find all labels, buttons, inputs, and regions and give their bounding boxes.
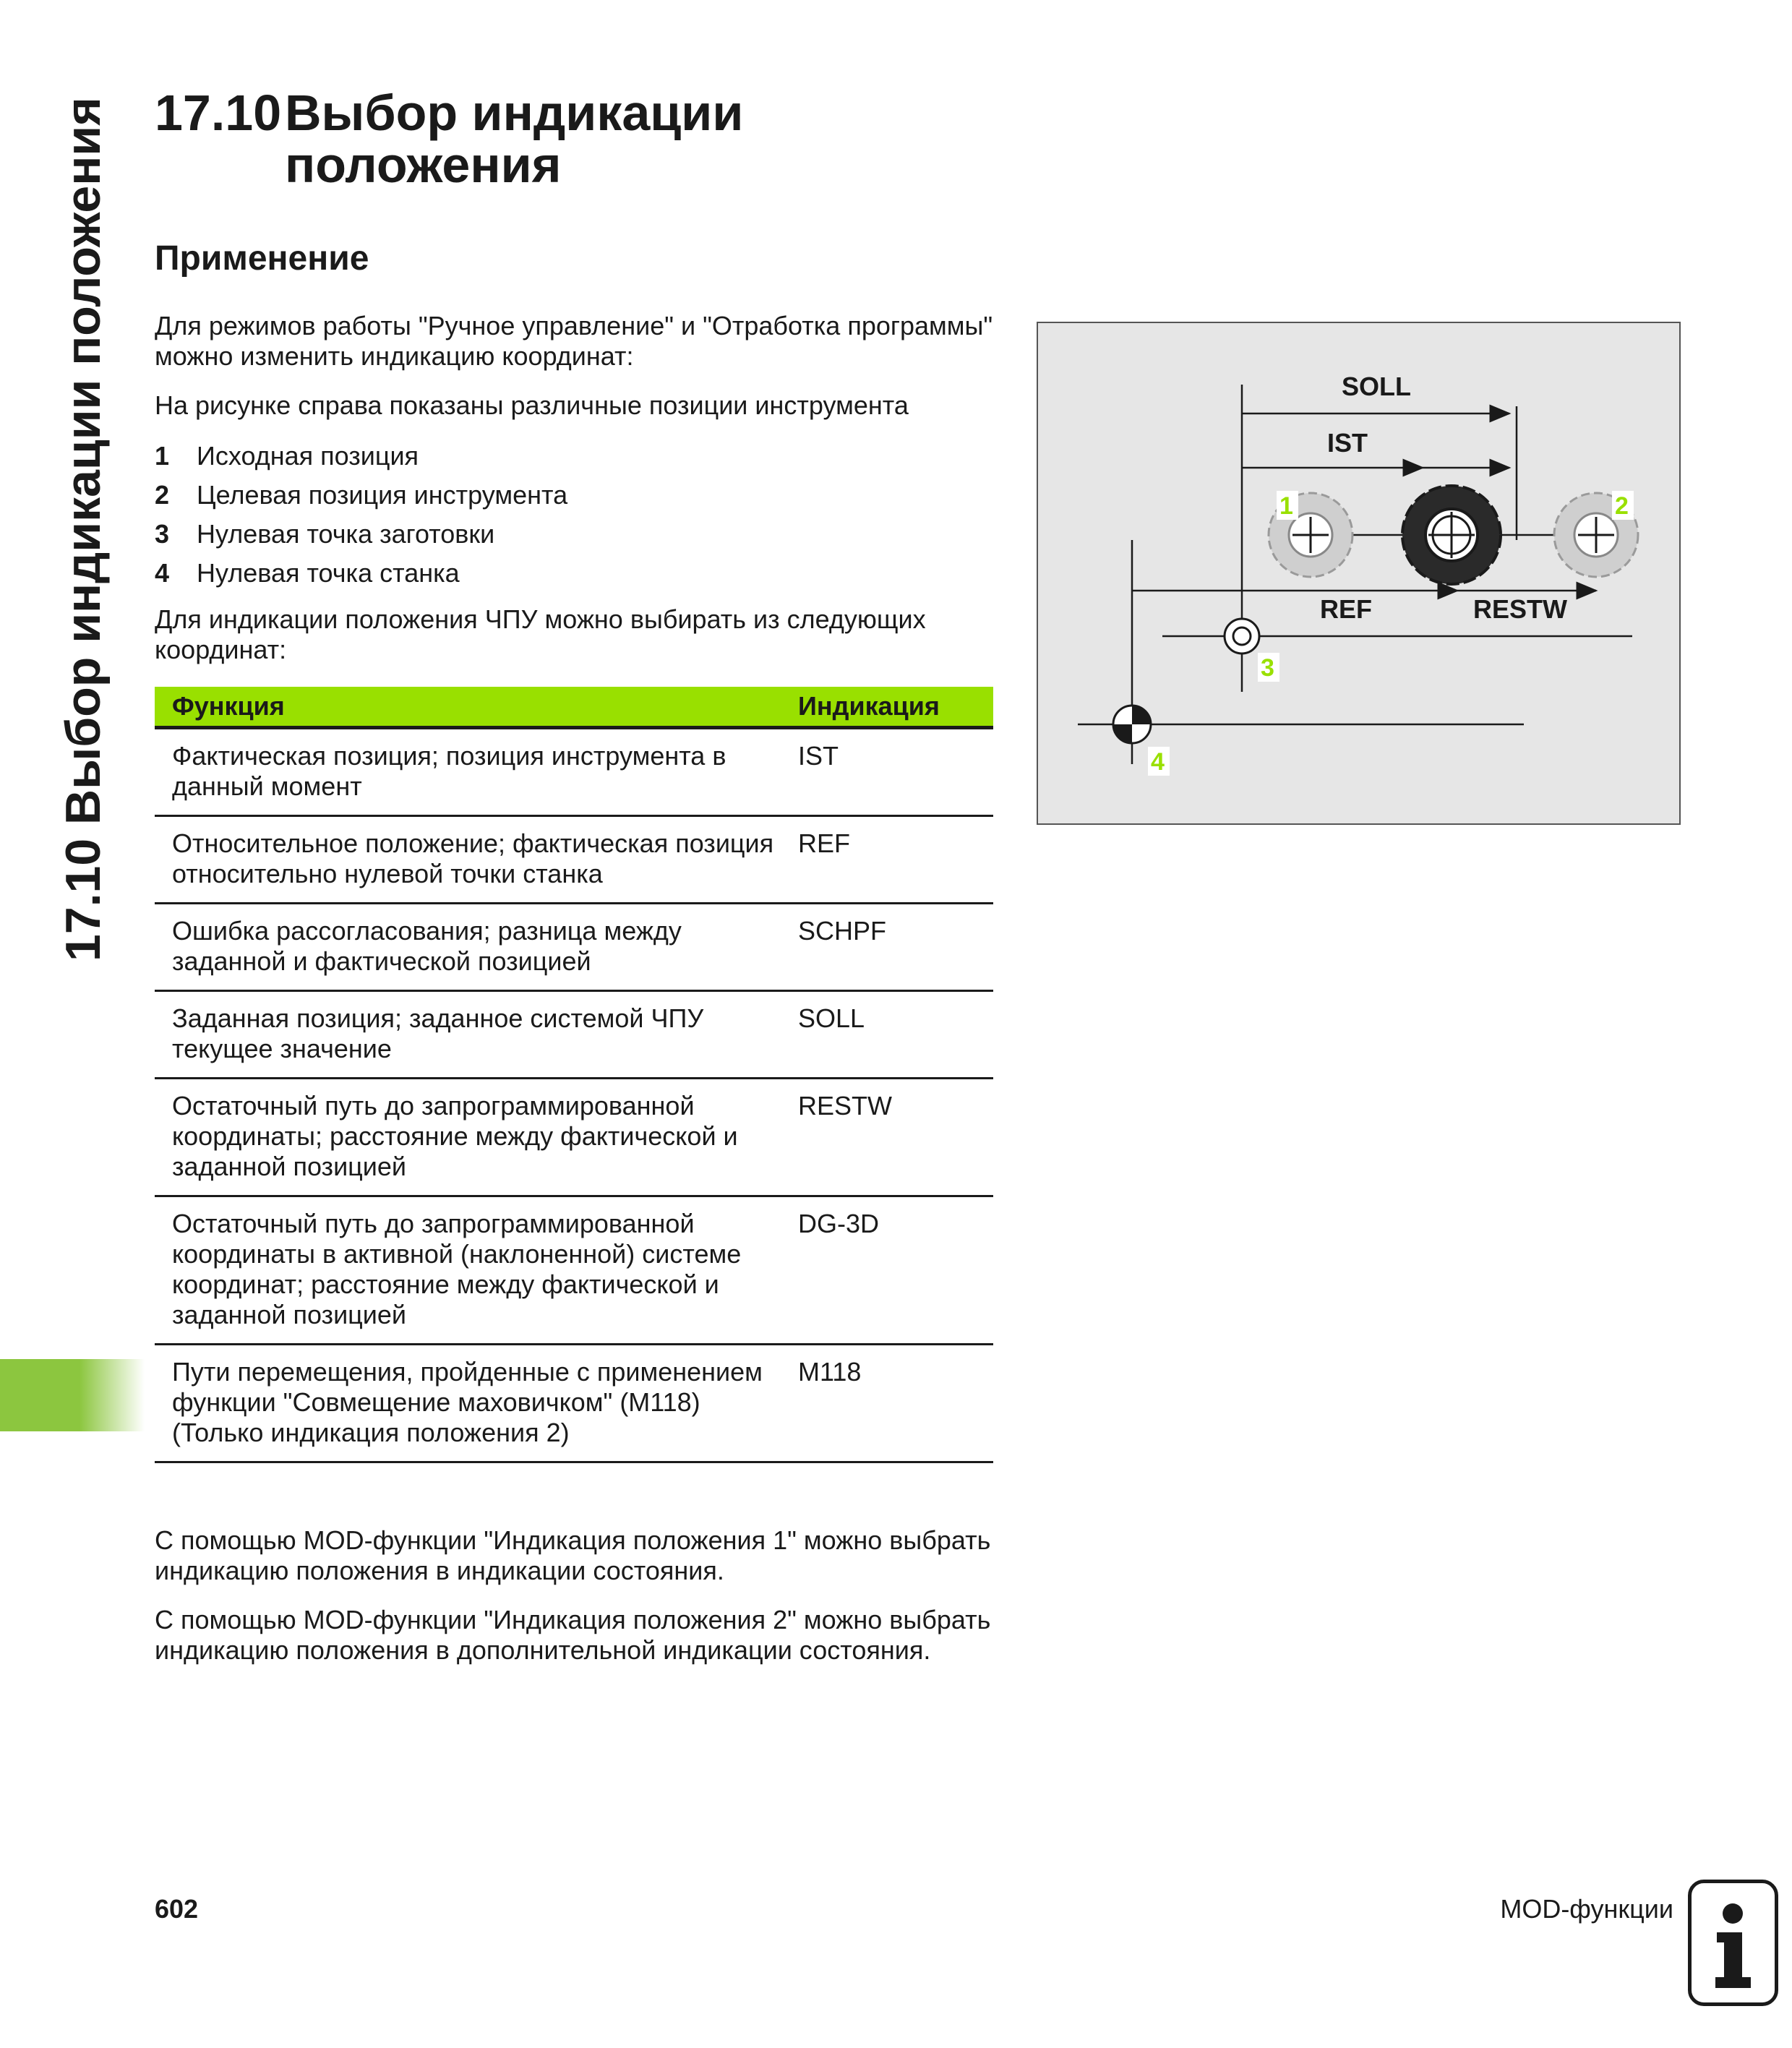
marker-2: 2 <box>1615 492 1629 520</box>
machine-datum-icon <box>1113 706 1151 743</box>
cell-display: SOLL <box>798 991 993 1079</box>
cell-function: Заданная позиция; заданное системой ЧПУ текущее значение <box>155 991 798 1079</box>
mod1-paragraph: С помощью MOD-функции "Индикация положения 1" можно выбрать индикацию положения в индикации состояния. <box>155 1525 991 1585</box>
intro-paragraph: Для режимов работы "Ручное управление" и "Отработка программы" можно изменить индикацию координат: <box>155 311 993 371</box>
cell-function: Ошибка рассогласования; разница между заданной и фактической позицией <box>155 904 798 991</box>
list-item: 4 Нулевая точка станка <box>155 558 460 588</box>
marker-4: 4 <box>1151 748 1165 776</box>
list-item: 1 Исходная позиция <box>155 441 419 471</box>
subheading: Применение <box>155 239 369 278</box>
table-header-row <box>155 687 993 728</box>
section-title: Выбор индикации положения <box>285 85 744 193</box>
label-ref: REF <box>1320 594 1372 624</box>
cell-display: REF <box>798 816 993 904</box>
cell-display: IST <box>798 728 993 816</box>
header-function: Функция <box>155 687 798 728</box>
label-soll: SOLL <box>1342 372 1411 401</box>
cell-function: Пути перемещения, пройденные с применением функции "Совмещение маховичком" (M118) (Только индикация положения 2) <box>155 1345 798 1462</box>
cell-display: DG-3D <box>798 1196 993 1345</box>
tool-current-icon <box>1402 486 1501 584</box>
cell-display: SCHPF <box>798 904 993 991</box>
cell-display: M118 <box>798 1345 993 1462</box>
mod2-paragraph: С помощью MOD-функции "Индикация положения 2" можно выбрать индикацию положения в дополнительной индикации состояния. <box>155 1605 991 1665</box>
marker-1: 1 <box>1279 492 1293 520</box>
info-icon <box>1688 1880 1778 2006</box>
info-glyph <box>1692 1883 1775 2002</box>
sidebar-chapter-title: 17.10 Выбор индикации положения <box>56 97 111 961</box>
marker-3: 3 <box>1261 654 1274 682</box>
display-modes-table <box>155 687 993 1463</box>
cell-function: Остаточный путь до запрограммированной координаты; расстояние между фактической и заданной позицией <box>155 1079 798 1196</box>
table-row <box>155 991 993 1079</box>
header-display: Индикация <box>798 687 993 728</box>
list-item: 2 Целевая позиция инструмента <box>155 480 568 510</box>
figure-reference-paragraph: На рисунке справа показаны различные позиции инструмента <box>155 390 909 420</box>
cell-function: Фактическая позиция; позиция инструмента в данный момент <box>155 728 798 816</box>
workpiece-datum-icon <box>1225 619 1259 654</box>
page-number: 602 <box>155 1894 199 1924</box>
choose-paragraph: Для индикации положения ЧПУ можно выбирать из следующих координат: <box>155 604 926 664</box>
table-row <box>155 728 993 816</box>
cell-function: Относительное положение; фактическая позиция относительно нулевой точки станка <box>155 816 798 904</box>
positions-list <box>155 437 567 593</box>
tool-positions-figure <box>1037 322 1681 825</box>
cell-function: Остаточный путь до запрограммированной координаты в активной (наклоненной) системе координат; расстояние между фактической и заданной позицией <box>155 1196 798 1345</box>
table-row <box>155 1079 993 1196</box>
table-row <box>155 1345 993 1462</box>
cell-display: RESTW <box>798 1079 993 1196</box>
table-row <box>155 1196 993 1345</box>
section-number: 17.10 <box>155 85 282 141</box>
label-restw: RESTW <box>1473 594 1567 624</box>
figure-svg <box>1038 323 1679 823</box>
list-item: 3 Нулевая точка заготовки <box>155 519 495 549</box>
label-ist: IST <box>1327 428 1368 458</box>
table-row <box>155 904 993 991</box>
table-row <box>155 816 993 904</box>
chapter-tab-marker <box>0 1359 145 1431</box>
cell-note: (Только индикация положения 2) <box>172 1418 570 1447</box>
footer-section-name: MOD-функции <box>1500 1894 1673 1924</box>
